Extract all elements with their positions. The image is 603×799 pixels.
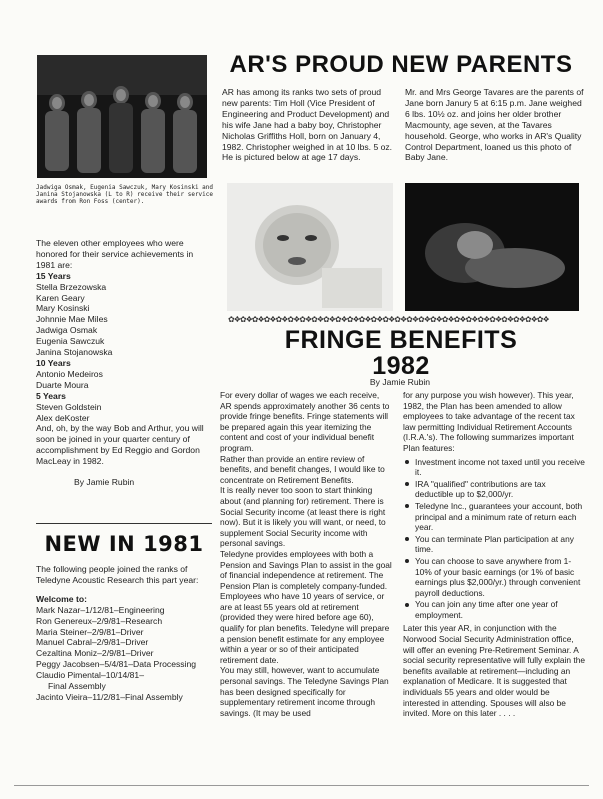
service-list	[36, 238, 214, 488]
baby-christopher-photo	[227, 183, 393, 311]
service-name: Johnnie Mae Miles	[36, 314, 108, 325]
plan-feature: IRA "qualified" contributions are tax deductible up to $2,000/yr.	[403, 479, 585, 500]
service-name: Stella Brzezowska	[36, 281, 107, 292]
service-group-label: 10 Years	[36, 357, 71, 368]
service-name: Janina Stojanowska	[36, 347, 113, 358]
service-byline: By Jamie Rubin	[74, 477, 135, 488]
fringe-paragraph: Teledyne provides employees with both a Pension and Savings Plan to assist in the goal of financial independence at retirement. The Pension Plan is completely company-funded. Employees who have 10 years of service, or are at least 55 years old at retirement (provided they were hired before age 60), qualify for plan benefits. Teledyne will prepare a pension benefit estimate for any employee within a year or so of their anticipated retirement date.	[220, 548, 392, 665]
new-employee: Manuel Cabral–2/9/81–Driver	[36, 637, 149, 648]
new-employee: Maria Steiner–2/9/81–Driver	[36, 626, 144, 637]
plan-feature: Teledyne Inc., guarantees your account, both principal and a minimum rate of return each year.	[403, 501, 585, 533]
plan-feature: You can join any time after one year of employment.	[403, 599, 585, 620]
fringe-column-1	[220, 390, 392, 718]
service-name: Duarte Moura	[36, 379, 89, 390]
fringe-col2-intro: for any purpose you wish however). This year, 1982, the Plan has been amended to allow employees to take advantage of the recent tax law permitting Individual Retirement Accounts (I.R.A.'s). The following summarizes important Plan features:	[403, 390, 575, 453]
plan-feature: You can terminate Plan participation at any time.	[403, 534, 585, 555]
parents-heading: AR'S PROUD NEW PARENTS	[229, 51, 573, 78]
fringe-year: 1982	[372, 352, 430, 380]
new-employee: Peggy Jacobsen–5/4/81–Data Processing	[36, 659, 197, 670]
fringe-paragraph: Rather than provide an entire review of benefits, and benefit changes, I would like to concentrate on Retirement Benefits.	[220, 453, 385, 485]
fringe-column-2	[403, 390, 585, 719]
service-closing: And, oh, by the way Bob and Arthur, you will soon be joined in your quarter century of accomplishment by Ed Reggio and Gordon MacLeay in 1982.	[36, 423, 204, 467]
plan-feature: Investment income not taxed until you receive it.	[403, 457, 585, 478]
fringe-byline: By Jamie Rubin	[369, 377, 431, 387]
page-bottom-edge	[14, 785, 589, 786]
new1981-list	[36, 564, 214, 703]
baby-christopher-image	[227, 183, 393, 311]
fringe-paragraph: You may still, however, want to accumulate personal savings. The Teledyne Savings Plan has been designed specifically for supplementary retirement income through savings. (It may be used	[220, 665, 389, 718]
service-name: Mary Kosinski	[36, 303, 90, 314]
new-employee: Mark Nazar–1/12/81–Engineering	[36, 604, 165, 615]
new1981-intro: The following people joined the ranks of Teledyne Acoustic Research this part year:	[36, 564, 199, 585]
new-employee: Claudio Pimental–10/14/81–	[36, 670, 144, 681]
plan-feature: You can choose to save anywhere from 1-10% of your basic earnings (or 1% of basic earnings plus $2,000/yr.) through convenient payroll deductions.	[403, 556, 585, 598]
service-group-label: 15 Years	[36, 270, 71, 281]
new1981-heading: NEW IN 1981	[44, 532, 204, 556]
baby-jane-photo	[405, 183, 579, 311]
service-name: Jadwiga Osmak	[36, 325, 98, 336]
service-group-label: 5 Years	[36, 390, 66, 401]
service-intro: The eleven other employees who were honored for their service achievements in 1981 are:	[36, 238, 194, 270]
new-employee: Cezaltina Moniz–2/9/81–Driver	[36, 648, 154, 659]
baby-jane-image	[405, 183, 579, 311]
new1981-top-rule	[36, 523, 212, 524]
fringe-col2-closing: Later this year AR, in conjunction with the Norwood Social Security Administration office, will offer an evening Pre-Retirement Seminar. A social security representative will fully explain the benefits available at retirement—including an explanation of Medicare. It is suggested that individuals 55 years and older would be interested in attending. Spouses will also be invited. More on this later . . . .	[403, 623, 586, 719]
service-name: Antonio Medeiros	[36, 368, 103, 379]
new-employee: Ron Genereux–2/9/81–Research	[36, 615, 163, 626]
new-employee: Jacinto Vieira–11/2/81–Final Assembly	[36, 691, 183, 702]
group-photo-image	[37, 55, 207, 178]
service-awards-caption: Jadwiga Osmak, Eugenia Sawczuk, Mary Kosinski and Janina Stojanowska (L to R) receive their service awards from Ron Foss (center).	[36, 184, 214, 205]
parents-column-1: AR has among its ranks two sets of proud new parents: Tim Holl (Vice President of Engineering and Product Development) and his wife Jane had a baby boy, Christopher Nicholas Griffiths Holl, born on January 4, 1982. Christopher weighed in at 10 lbs. 5 oz. He is pictured below at age 17 days.	[222, 87, 393, 163]
service-name: Eugenia Sawczuk	[36, 336, 105, 347]
service-name: Steven Goldstein	[36, 401, 102, 412]
service-name: Karen Geary	[36, 292, 85, 303]
welcome-label: Welcome to:	[36, 593, 87, 604]
fringe-paragraph: For every dollar of wages we each receive, AR spends approximately another 36 cents to provide fringe benefits. Fringe statements will be prepared again this year itemizing the content and cost of your individual benefit program.	[220, 390, 390, 453]
service-name: Alex deKoster	[36, 412, 90, 423]
decorative-border: ✿❖✿❖✿❖✿❖✿❖✿❖✿❖✿❖✿❖✿❖✿❖✿❖✿❖✿❖✿❖✿❖✿❖✿❖✿❖✿❖✿❖✿❖✿❖✿❖✿❖✿❖✿❖	[228, 315, 549, 324]
parents-column-2: Mr. and Mrs George Tavares are the parents of Jane born Janury 5 at 6:15 p.m. Jane weighed 6 lbs. 10½ oz. and joins her older brother Macmounty, age seven, at the Tavares household. George, who works in AR's Quality Control Department, loaned us this photo of Baby Jane.	[405, 87, 584, 163]
fringe-heading: FRINGE BENEFITS	[284, 326, 518, 354]
fringe-paragraph: It is really never too soon to start thinking about (and planning for) retirement. There is Social Security income (at least there is right now). But it is likely you will want, or need, to supplement Social Security income with personal savings.	[220, 485, 386, 549]
plan-features-list	[403, 457, 585, 621]
new-employee: Final Assembly	[48, 681, 106, 692]
service-awards-photo	[37, 55, 207, 178]
